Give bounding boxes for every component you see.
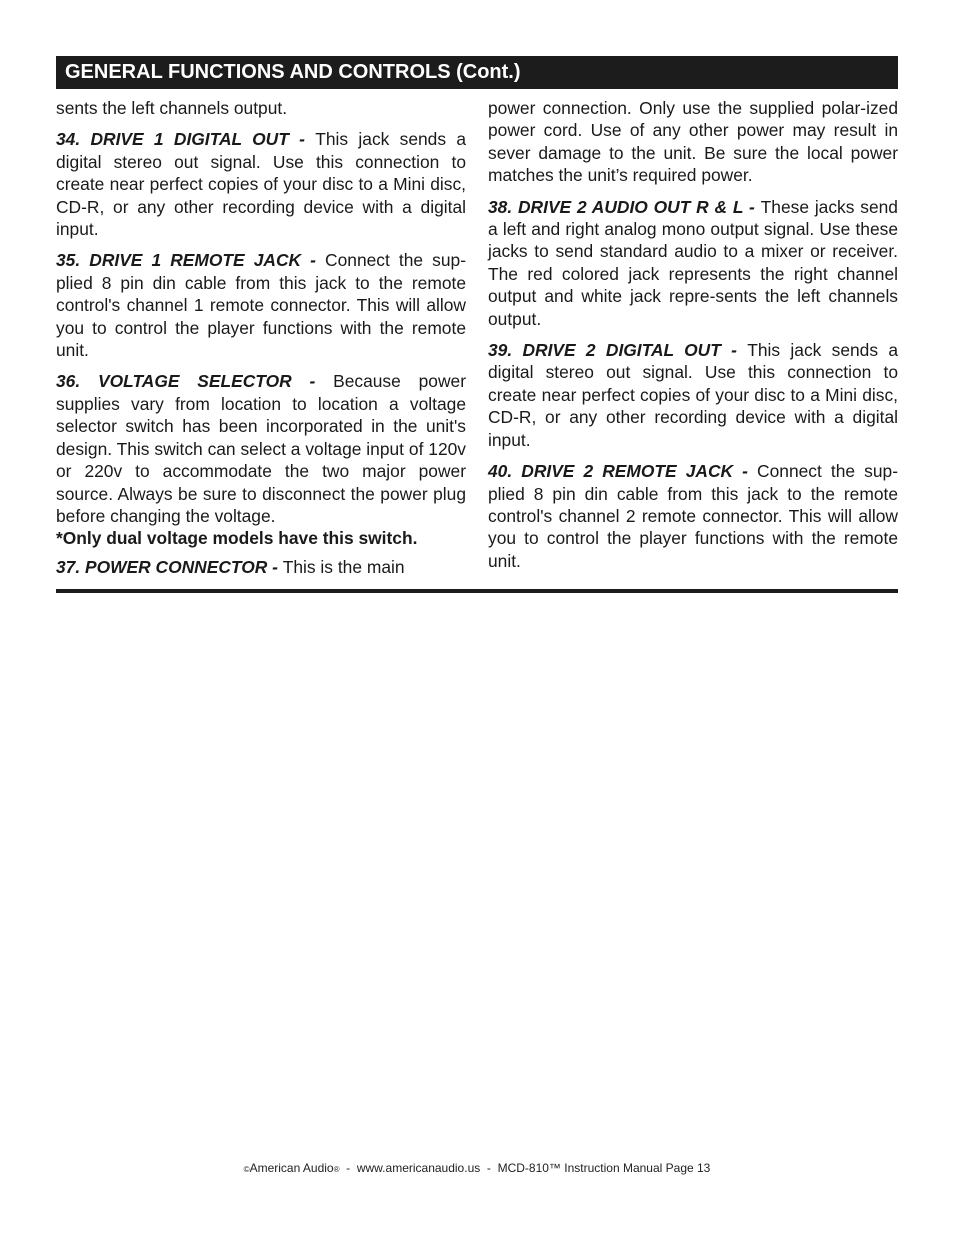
item-39-title: 39. DRIVE 2 DIGITAL OUT - (488, 340, 748, 361)
page-footer (0, 1161, 954, 1175)
section-header (56, 56, 898, 89)
item-37-title: 37. POWER CONNECTOR - (56, 556, 283, 577)
section-title: GENERAL FUNCTIONS AND CONTROLS (Cont.) (65, 61, 521, 83)
item-34 (56, 128, 466, 240)
item-37 (56, 556, 466, 578)
item-36 (56, 370, 466, 527)
registered-symbol: ® (333, 1165, 340, 1174)
paragraph-text: sents the left channels output. (56, 98, 288, 118)
item-40-title: 40. DRIVE 2 REMOTE JACK - (488, 461, 758, 482)
item-36-text: Because power supplies vary from location to location a voltage selector switch has been incorporated in the unit's design. This switch can select a voltage input of 120v or 220v to accommodate the two major power source. Always be sure to disconnect the power plug before changing the voltage. (56, 371, 466, 526)
item-39 (488, 339, 898, 451)
voltage-note-text: *Only dual voltage models have this switch. (56, 528, 418, 549)
copyright-symbol: © (243, 1165, 250, 1174)
right-column (488, 97, 898, 581)
item-40-text: Connect the sup-plied 8 pin din cable from this jack to the remote control's channel 2 remote connector. This will allow you to control the player functions with the remote unit. (488, 461, 898, 571)
item-37-continued (488, 97, 898, 187)
item-40 (488, 460, 898, 572)
section-divider (56, 589, 898, 593)
footer-text: - www.americanaudio.us - MCD-810™ Instruction Manual Page 13 (339, 1161, 711, 1175)
item-38-title: 38. DRIVE 2 AUDIO OUT R & L - (488, 196, 761, 217)
item-38 (488, 196, 898, 330)
item-38-text: These jacks send a left and right analog mono output signal. Use these jacks to send standard audio to a mixer or receiver. The red colored jack represents the right channel output and white jack repre-sents the left channels output. (488, 196, 898, 329)
item-34-text: This jack sends a digital stereo out signal. Use this connection to create near perfect copies of your disc to a Mini disc, CD-R, or any other recording device with a digital input. (56, 129, 467, 240)
voltage-note (56, 527, 466, 549)
item-39-text: This jack sends a digital stereo out signal. Use this connection to create near perfect copies of your disc to a Mini disc, CD-R, or any other recording device with a digital input. (488, 340, 899, 450)
item-36-title: 36. VOLTAGE SELECTOR - (56, 371, 334, 392)
item-34-title: 34. DRIVE 1 DIGITAL OUT - (56, 129, 316, 150)
footer-brand: American Audio (249, 1161, 334, 1175)
left-column (56, 97, 466, 587)
item-37-text: This is the main (282, 556, 405, 577)
item-35-title: 35. DRIVE 1 REMOTE JACK - (56, 250, 326, 271)
item-35-text: Connect the sup-plied 8 pin din cable from this jack to the remote control's channel 1 remote connector. This will allow you to control the player functions with the remote unit. (56, 250, 466, 361)
paragraph-continued (56, 97, 466, 119)
item-35 (56, 249, 466, 361)
item-37-continued-text: power connection. Only use the supplied polar-ized power cord. Use of any other power may result in sever damage to the unit. Be sure the local power matches the unit’s required power. (488, 98, 898, 186)
